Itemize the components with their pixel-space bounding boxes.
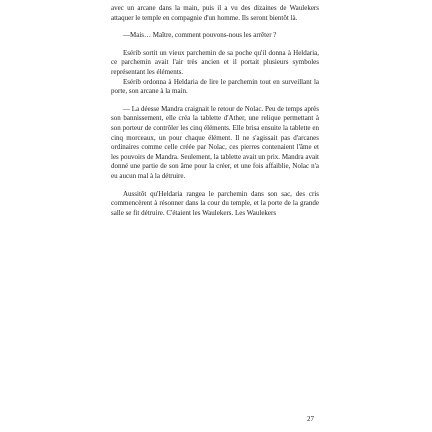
paragraph: avec un arcane dans la main, puis il a vu des dizaines de Waulekers attaquer le temple en compagnie d'un homme. Ils seront bientôt là.: [111, 4, 319, 22]
paragraph: —Mais… Maître, comment pouvons-nous les arrêter ?: [123, 31, 277, 40]
body-text: [111, 4, 319, 218]
paragraph: Esérib sortit un vieux parchemin de sa poche qu'il donna à Heldaria, ce parchemin avait l'air très ancien et il portait plusieurs symboles représentant les éléments.: [111, 48, 319, 76]
paragraph: — La déesse Mandra craignait le retour de Nolac. Peu de temps après son bannissement, elle créa la tablette d'Ather, une relique permettant à son porteur de contrôler les cinq éléments. Elle brisa ensuite la tablette en cinq morceaux, un pour chaque élément. Il ne s'agissait pas d'arcanes ordinaires comme celle créée par Nolac, ces pierres contenaient l'âme et les pouvoirs de Mandra. Seulement, la tablette avait un prix. Mandra avait donné une partie de son âme pour la créer, et une fois affaiblie, Nolac n'a eu aucun mal à la détruire.: [111, 104, 319, 180]
paragraph: Esérib ordonna à Heldaria de lire le parchemin tout en surveillant la porte, son arcane à la main.: [111, 77, 319, 96]
page-number: 27: [307, 415, 314, 423]
paragraph: Aussitôt qu'Heldaria rangea le parchemin dans son sac, des cris commencèrent à résonner dans la cour du temple, et la porte de la grande salle se fit détruire. C'étaient les Waulekers. Les Waulekers: [111, 189, 319, 217]
